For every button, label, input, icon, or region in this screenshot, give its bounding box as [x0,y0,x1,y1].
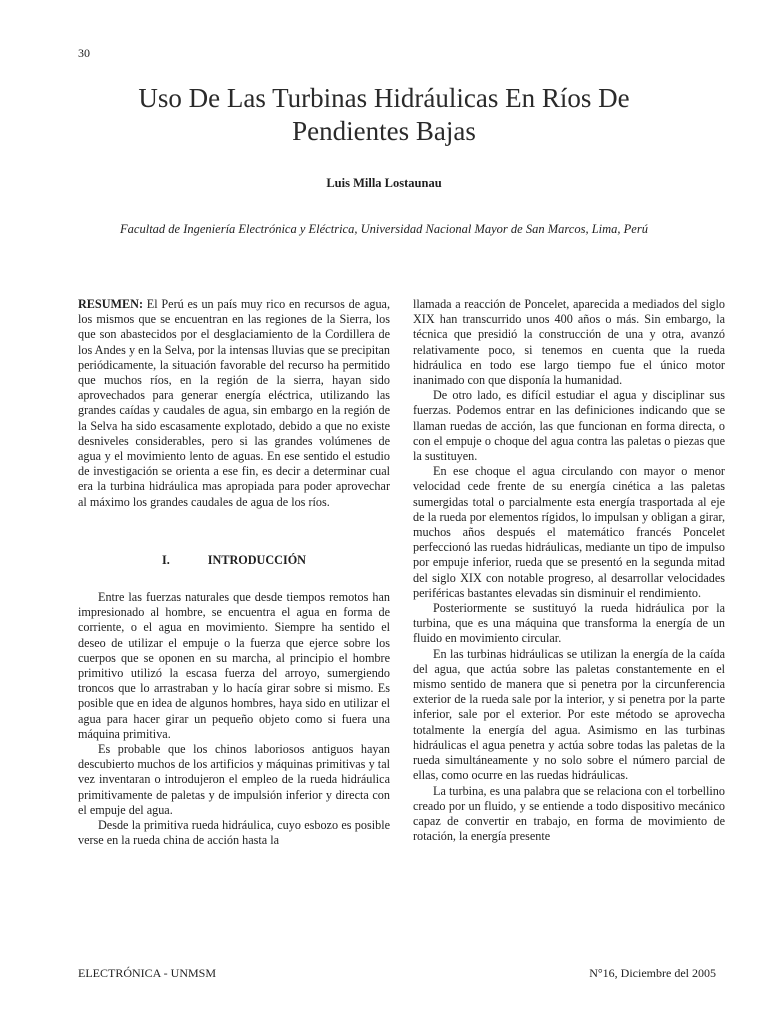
body-paragraph: Entre las fuerzas naturales que desde tiempos remotos han impresionado al hombre, se encuentra el agua en forma de corriente, o el agua en movimiento. Siempre ha sentido el deseo de utilizar el empuje o la fuerza que ejerce sobre los cuerpos que se oponen en su marcha, al principio el hombre primitivo utilizó la escasa fuerza del arroyo, sumergiendo troncos que lo arrastraban y lo hacía girar sobre si mismo. Es posible que en idea de algunos hombres, haya sido en utilizar el agua para hacer girar un pequeño objeto como si fuera una máquina primitiva. [78,590,390,741]
footer-issue: N°16, Diciembre del 2005 [589,966,716,980]
body-paragraph: De otro lado, es difícil estudiar el agua y disciplinar sus fuerzas. Podemos entrar en las definiciones indicando que se llaman ruedas de acción, las que funcionan en forma directa, o con el empuje o choque del agua contra las paletas o piezas que la sustituyen. [413,388,725,464]
right-column [413,297,725,844]
body-paragraph: Desde la primitiva rueda hidráulica, cuyo esbozo es posible verse en la rueda china de acción hasta la [78,818,390,848]
author-affiliation: Facultad de Ingeniería Electrónica y Eléctrica, Universidad Nacional Mayor de San Marcos, Lima, Perú [120,222,648,236]
section-heading [78,553,390,568]
body-paragraph: En las turbinas hidráulicas se utilizan la energía de la caída del agua, que actúa sobre las paletas constantemente en el mismo sentido de manera que si penetra por la circunferencia exterior de la rueda sale por la interior, y si penetra por la parte inferior, sale por el exterior. Por este método se aprovecha totalmente la energía del agua. Asimismo en las turbinas hidráulicas el agua penetra y actúa sobre todas las paletas de la rueda simultáneamente y no solo sobre el número parcial de ellas, como ocurre en las ruedas hidráulicas. [413,646,725,783]
page-number: 30 [78,46,90,60]
section-number: I. [162,552,170,567]
abstract-paragraph [78,297,390,510]
abstract-text: El Perú es un país muy rico en recursos de agua, los mismos que se encuentran en las regiones de la Sierra, los que son abastecidos por el desglaciamiento de la Cordillera de los Andes y en la Selva, por la intensas lluvias que se precipitan periódicamente, la situación favorable del recurso ha permitido que muchos ríos, en la región de la sierra, hayan sido aprovechados para generar energía eléctrica, utilizando las grandes caídas y caudales de agua, sin embargo en la región de la Selva ha sido escasamente explotado, debido a que no existe desniveles considerables, pero si las grandes volúmenes de agua y el movimiento lento de aguas. En ese sentido el estudio de investigación se orienta a ese fin, es decir a determinar cual era la turbina hidráulica mas apropiada para poder aprovechar al máximo los grandes caudales de agua de los ríos. [78,297,390,509]
title-line-2: Pendientes Bajas [292,116,476,146]
author-name: Luis Milla Lostaunau [326,176,442,190]
body-paragraph: llamada a reacción de Poncelet, aparecida a mediados del siglo XIX han transcurrido unos 400 años o más. Sin embargo, la técnica que presidió la construcción de una y otra, avanzó relativamente poco, si tenemos en cuenta que la rueda hidráulica en todo ese largo tiempo fue el único motor inanimado con que disponía la humanidad. [413,297,725,388]
section-title: INTRODUCCIÓN [207,552,306,567]
body-paragraph: Posteriormente se sustituyó la rueda hidráulica por la turbina, que es una máquina que transforma la energía de un fluido en movimiento circular. [413,601,725,646]
title-line-1: Uso De Las Turbinas Hidráulicas En Ríos De [138,83,630,113]
left-column [78,297,390,849]
body-paragraph: En ese choque el agua circulando con mayor o menor velocidad cede frente de su energía cinética a las paletas sumergidas total o parcialmente esta energía trasportada al eje de la rueda por elementos rígidos, lo impulsan y obligan a girar, muchos años después el matemático francés Poncelet perfeccionó las ruedas hidráulicas, mediante un tipo de impulso por empuje inferior, rueda que se presentó en la segunda mitad del siglo XIX con notable progreso, al desarrollar velocidades periféricas bastantes elevadas sin disminuir el rendimiento. [413,464,725,600]
abstract-label: RESUMEN: [78,297,144,311]
page-title [100,82,668,148]
body-paragraph: Es probable que los chinos laboriosos antiguos hayan descubierto muchos de los artificios y máquinas primitivas y tal vez inventaran o introdujeron el empleo de la rueda hidráulica primitivamente de paletas y de impulsión inferior y directa con el empuje del agua. [78,742,390,817]
body-paragraph: La turbina, es una palabra que se relaciona con el torbellino creado por un fluido, y se entiende a todo dispositivo mecánico capaz de convertir en trabajo, en forma de movimiento de rotación, la energía presente [413,783,725,844]
footer-journal: ELECTRÓNICA - UNMSM [78,966,217,980]
